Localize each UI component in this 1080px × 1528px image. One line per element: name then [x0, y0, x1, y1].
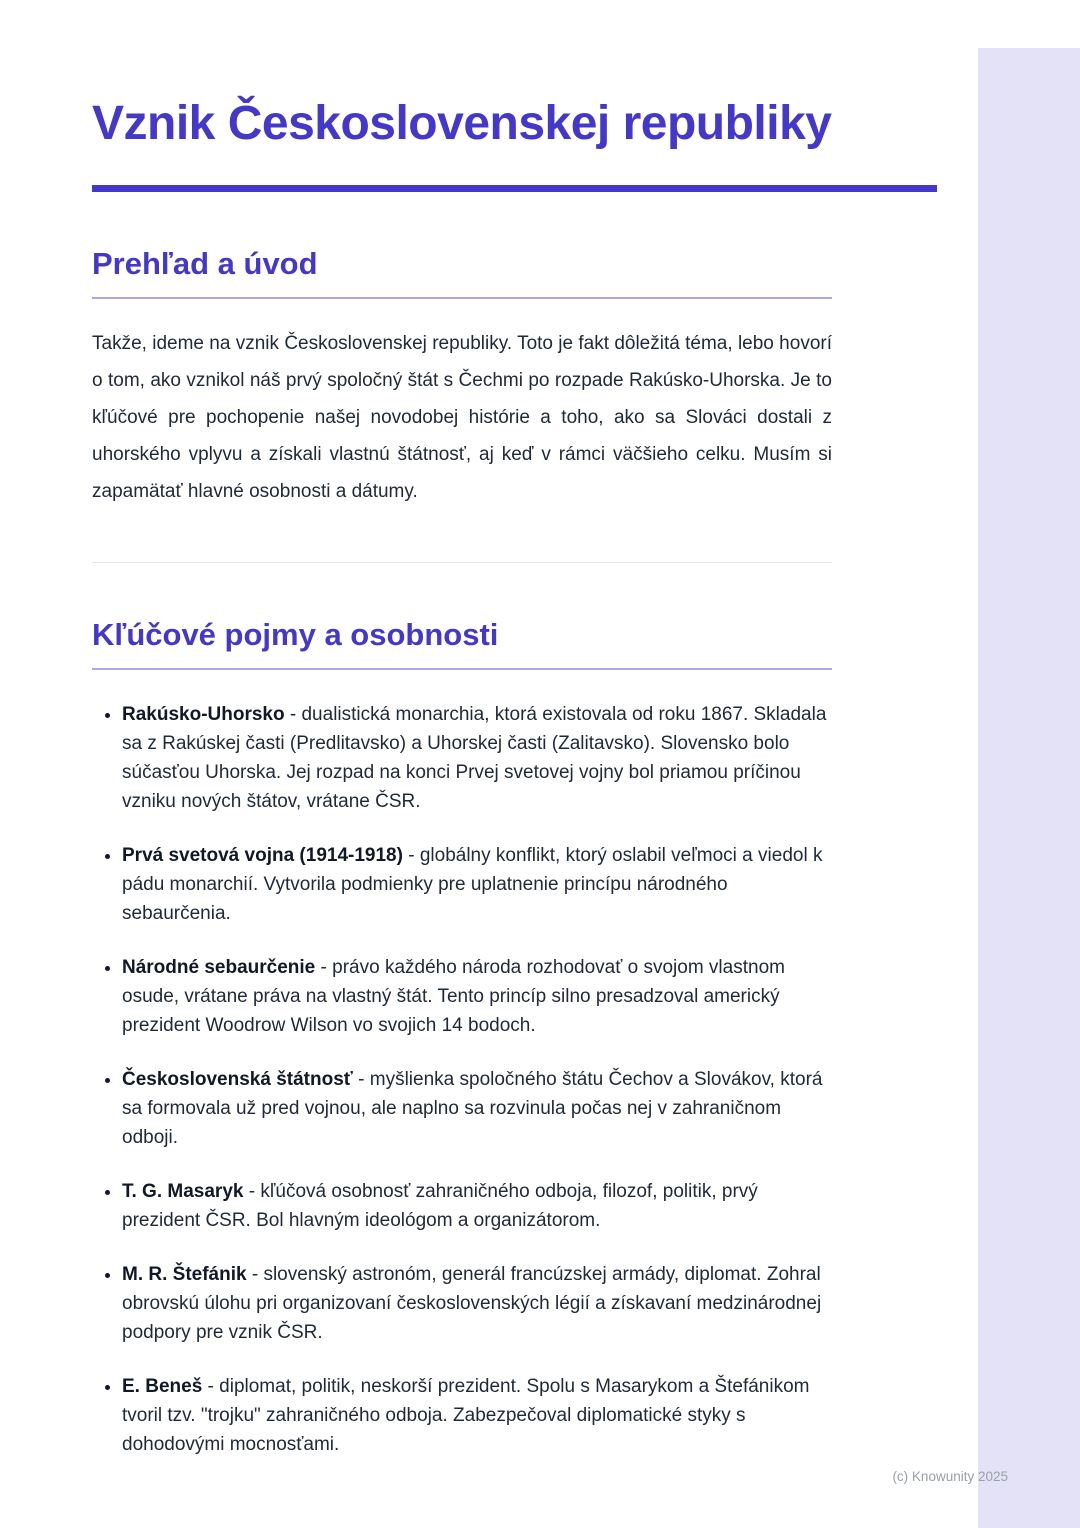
term-description: - slovenský astronóm, generál francúzskej armády, diplomat. Zohral obrovskú úlohu pri organizovaní československých légií a získavaní medzinárodnej podpory pre vznik ČSR.	[122, 1264, 822, 1344]
term: Československá štátnosť	[122, 1069, 353, 1091]
key-terms-list	[92, 700, 832, 1459]
term-description: - kľúčová osobnosť zahraničného odboja, filozof, politik, prvý prezident ČSR. Bol hlavným ideológom a organizátorom.	[122, 1181, 758, 1232]
document-content	[92, 92, 937, 1484]
list-item	[122, 841, 832, 928]
list-item	[122, 1177, 832, 1235]
section-divider	[92, 562, 832, 563]
section-key-terms	[92, 617, 832, 1459]
term: T. G. Masaryk	[122, 1181, 244, 1203]
list-item	[122, 1372, 832, 1459]
section-overview	[92, 246, 832, 510]
key-terms-heading: Kľúčové pojmy a osobnosti	[92, 617, 832, 670]
copyright-credit: (c) Knowunity 2025	[892, 1469, 1008, 1484]
list-item	[122, 1260, 832, 1347]
term: M. R. Štefánik	[122, 1264, 247, 1286]
term-description: - myšlienka spoločného štátu Čechov a Slovákov, ktorá sa formovala už pred vojnou, ale naplno sa rozvinula počas nej v zahraničnom odboji.	[122, 1069, 823, 1149]
list-item	[122, 1065, 832, 1152]
overview-paragraph: Takže, ideme na vznik Československej republiky. Toto je fakt dôležitá téma, lebo hovorí o tom, ako vznikol náš prvý spoločný štát s Čechmi po rozpade Rakúsko-Uhorska. Je to kľúčové pre pochopenie našej novodobej histórie a toho, ako sa Slováci dostali z uhorského vplyvu a získali vlastnú štátnosť, aj keď v rámci väčšieho celku. Musím si zapamätať hlavné osobnosti a dátumy.	[92, 333, 832, 503]
list-item	[122, 700, 832, 816]
overview-heading: Prehľad a úvod	[92, 246, 832, 299]
term: Národné sebaurčenie	[122, 957, 316, 979]
term-description: - dualistická monarchia, ktorá existovala od roku 1867. Skladala sa z Rakúskej časti (Predlitavsko) a Uhorskej časti (Zalitavsko). Slovensko bolo súčasťou Uhorska. Jej rozpad na konci Prvej svetovej vojny bol priamou príčinou vzniku nových štátov, vrátane ČSR.	[122, 704, 827, 813]
term-description: - právo každého národa rozhodovať o svojom vlastnom osude, vrátane práva na vlastný štát. Tento princíp silno presadzoval americký prezident Woodrow Wilson vo svojich 14 bodoch.	[122, 957, 785, 1037]
term-description: - globálny konflikt, ktorý oslabil veľmoci a viedol k pádu monarchií. Vytvorila podmienky pre uplatnenie princípu národného sebaurčenia.	[122, 845, 823, 925]
term-description: - diplomat, politik, neskorší prezident. Spolu s Masarykom a Štefánikom tvoril tzv. "trojku" zahraničného odboja. Zabezpečoval diplomatické styky s dohodovými mocnosťami.	[122, 1376, 810, 1456]
term: E. Beneš	[122, 1376, 203, 1398]
page-title: Vznik Československej republiky	[92, 97, 832, 150]
term: Prvá svetová vojna (1914-1918)	[122, 845, 403, 867]
side-accent-band	[978, 48, 1080, 1528]
term: Rakúsko-Uhorsko	[122, 704, 285, 726]
list-item	[122, 953, 832, 1040]
title-rule	[92, 185, 937, 192]
